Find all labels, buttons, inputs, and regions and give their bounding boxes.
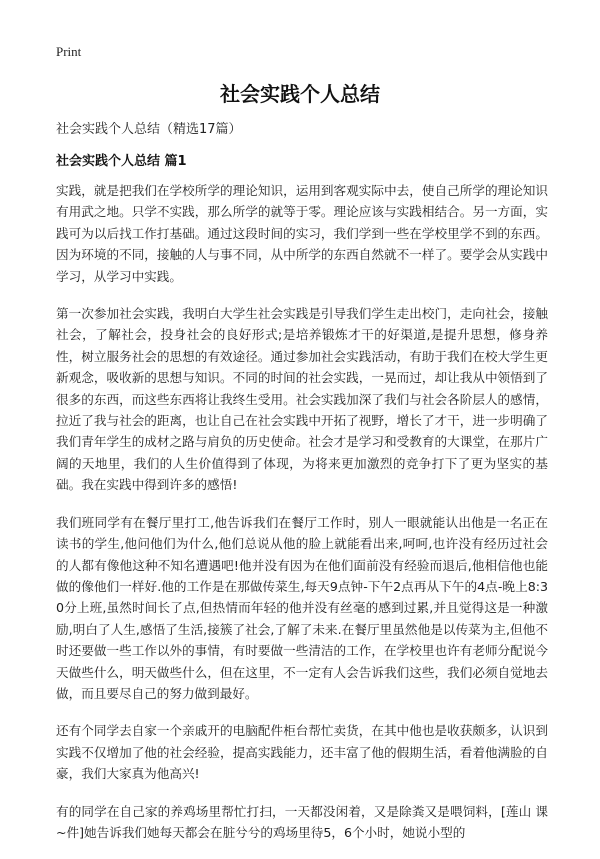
- print-link[interactable]: Print: [56, 44, 82, 59]
- paragraph-1: 实践，就是把我们在学校所学的理论知识，运用到客观实际中去，使自己所学的理论知识有用武之地。只学不实践，那么所学的就等于零。理论应该与实践相结合。另一方面，实践可为以后找工作打基础。通过这段时间的实习，我们学到一些在学校里学不到的东西。因为环境的不同，接触的人与事不同，从中所学的东西自然就不一样了。要学会从实践中学习，从学习中实践。: [56, 183, 548, 284]
- paragraph-3: 我们班同学有在餐厅里打工,他告诉我们在餐厅工作时，别人一眼就能认出他是一名正在读书的学生,他问他们为什么,他们总说从他的脸上就能看出来,呵呵,也许没有经历过社会的人都有像他这种不知名遭遇吧!他并没有因为在他们面前没有经验而退后,他相信他也能做的像他们一样好.他的工作是在那做传菜生,每天9点钟-下午2点再从下午的4点-晚上8:30分上班,虽然时间长了点,但热情而年轻的他并没有丝毫的感到过累,并且觉得这是一种激励,明白了人生,感悟了生活,接簇了社会,了解了未来.在餐厅里虽然他是以传菜为主,但他不时还要做一些工作以外的事情，有时要做一些清洁的工作，在学校里也许有老师分配说今天做些什么，明天做些什么，但在这里，不一定有人会告诉我们这些，我们必须自觉地去做，而且要尽自己的努力做到最好。: [56, 514, 548, 701]
- page-title: 社会实践个人总结: [220, 82, 380, 106]
- paragraph-5: 有的同学在自己家的养鸡场里帮忙打扫，一天都没闲着，又是除粪又是喂饲料，[莲山 课~件]她告诉我们她每天都会在脏兮兮的鸡场里待5，6个小时，她说小型的: [56, 803, 548, 840]
- paragraph-2: 第一次参加社会实践，我明白大学生社会实践是引导我们学生走出校门，走向社会，接触社会，了解社会，投身社会的良好形式;是培养锻炼才干的好渠道,是提升思想，修身养性，树立服务社会的思想的有效途径。通过参加社会实践活动，有助于我们在校大学生更新观念，吸收新的思想与知识。不同的时间的社会实践，一晃而过，却让我从中领悟到了很多的东西，而这些东西将让我终生受用。社会实践加深了我们与社会各阶层人的感情，拉近了我与社会的距离，也让自己在社会实践中开拓了视野，增长了才干，进一步明确了我们青年学生的成材之路与肩负的历史使命。社会才是学习和受教育的大课堂，在那片广阔的天地里，我们的人生价值得到了体现，为将来更加激烈的竞争打下了更为坚实的基础。我在实践中得到许多的感悟!: [56, 306, 548, 493]
- document-subtitle: 社会实践个人总结（精选17篇）: [56, 122, 242, 137]
- article-body: [56, 180, 548, 859]
- section-heading: 社会实践个人总结 篇1: [56, 154, 187, 169]
- paragraph-4: 还有个同学去自家一个亲戚开的电脑配件柜台帮忙卖货，在其中他也是收获颇多，认识到实践不仅增加了他的社会经验，提高实践能力，还丰富了他的假期生活，看着他满脸的自豪，我们大家真为他高兴!: [56, 723, 548, 782]
